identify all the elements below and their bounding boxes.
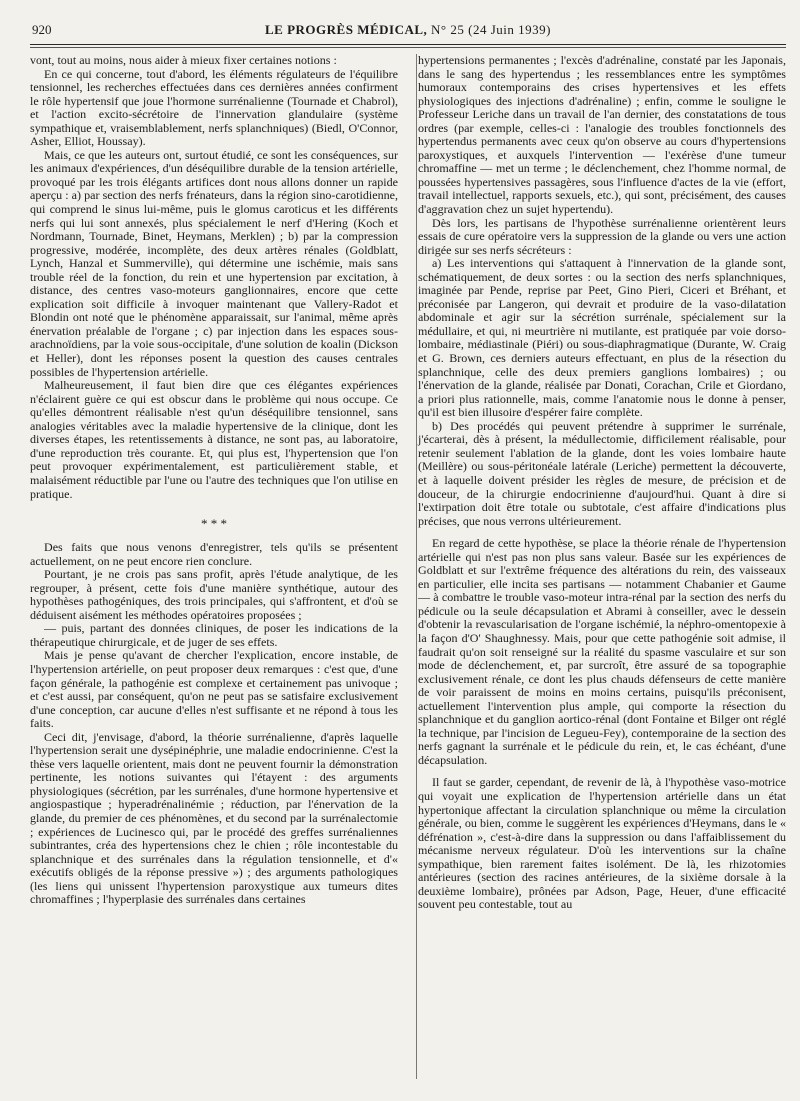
two-column-body [30,54,786,912]
paragraph: Malheureusement, il faut bien dire que ces élégantes expériences n'éclairent guère ce qui est obscur dans le problème qui nous occupe. Ce qu'elles démontrent réalisable n'est qu'un déséquilibre tensionnel, sans analogies véritables avec la maladie hypertensive de la clinique, dont les diverses étapes, les retentissements à distance, ne sont pas, au laboratoire, d'une reproduction très courante. Et, qui plus est, l'hypertension que l'on peut provoquer expérimentalement, est particulièrement stable, et malaisément réductible par l'une ou l'autre des techniques que l'on utilise en pratique. [30,378,398,501]
paragraph: Mais je pense qu'avant de chercher l'explication, encore instable, de l'hypertension artérielle, on peut proposer deux remarques : c'est que, d'une façon générale, la pathogénie est complexe et certainement pas univoque ; et c'est aussi, par conséquent, qu'on ne peut pas se satisfaire exclusivement d'une conception, car aucune d'elles n'est suffisante et ne répond à tous les faits. [30,648,398,731]
left-column [30,54,408,912]
paragraph: En ce qui concerne, tout d'abord, les éléments régulateurs de l'équilibre tensionnel, les recherches effectuées dans ces dernières années confirment le rôle hypertensif que joue l'hormone surrénalienne (Tournade et Chabrol), et l'action excito-sécrétoire de l'innervation glandulaire (système sympathique et, vraisemblablement, nerfs splanchniques) (Biedl, O'Connor, Asher, Elliot, Houssay). [30,66,398,149]
section-separator [30,516,398,532]
paragraph: Dès lors, les partisans de l'hypothèse surrénalienne orientèrent leurs essais de cure opératoire vers la suppression de la glande ou vers une action dirigée sur ses nerfs sécréteurs : [418,215,786,257]
issue-info: N° 25 (24 Juin 1939) [431,22,551,37]
paragraph: Pourtant, je ne crois pas sans profit, après l'étude analytique, de les regrouper, à présent, cette fois d'une manière synthétique, autour des hypothèses pathogéniques, des trois principales, qui s'affrontent, et d'où se déduisent aisément les méthodes opératoires proposées ; [30,567,398,622]
column-divider [416,54,417,1079]
paragraph: Des faits que nous venons d'enregistrer, tels qu'ils se présentent actuellement, on ne peut encore rien conclure. [30,540,398,568]
paragraph: Il faut se garder, cependant, de revenir de là, à l'hypothèse vaso-motrice qui voyait une explication de l'hypertension artérielle dans un état hypertonique affectant la circulation splanchnique ou même la circulation générale, ou bien, comme le suggèrent les expériences d'Heymans, dans le « défrénation », c'est-à-dire dans la suppression ou dans l'affaiblissement du mécanisme nerveux régulateur. D'où les interventions sur la chaîne sympathique, bien rarement faites isolément. De là, les rhizotomies antérieures (section des racines antérieures, de la sixième dorsale à la deuxième lombaire), prônées par Adson, Page, Heuer, d'une efficacité souvent peu contestable, tout au [418,775,786,912]
journal-title [30,22,786,38]
paragraph: b) Des procédés qui peuvent prétendre à supprimer le surrénale, j'écarterai, dès à présent, la médullectomie, difficilement réalisable, pour retenir seulement l'ablation de la glande, dont les voies lombaire haute (Meillère) ou sous-péritonéale latérale (Leriche) permettent la découverte, et à laquelle doivent présider les règles de mesure, de précision et de douceur, de la chirurgie endocrinienne d'aujourd'hui. Quant à dire si l'extirpation doit être totale ou subtotale, c'est affaire d'indications plus précises, que nous verrons ultérieurement. [418,418,786,528]
paragraph: En regard de cette hypothèse, se place la théorie rénale de l'hypertension artérielle qui n'est pas non plus sans valeur. Basée sur les expériences de Goldblatt et sur l'extrême fréquence des altérations du rein, des vaisseaux en particulier, elle incita ses partisans — notamment Chabanier et Gaume — à combattre le trouble vaso-moteur intra-rénal par la section des nerfs du pédicule ou la seule décapsulation et Abrami à conseiller, avec le dessein d'obtenir la revascularisation de l'organe ischémié, la néphro-omentopexie à la façon d'O' Shaughnessy. Mais, pour que cette pathogénie soit admise, il faudrait qu'on soit renseigné sur la réalité du spasme vasculaire et sur son mode de déclenchement, et, par surcroît, être assuré de sa topographie exclusivement rénale, ce dont les plus chauds défenseurs de cette manière de voir paraissent de moins en moins certains, puisqu'ils préconisent, actuellement l'intervention plus ample, qui comporte la résection du splanchnique et du ganglion aortico-rénal (dont Fontaine et Bilger ont réglé la technique, par l'incision de Legueu-Fey), contemporaine de la section des nerfs gagnant la surrénale et le pédicule du rein, et, le cas échéant, d'une décapsulation. [418,536,786,767]
paragraph: Ceci dit, j'envisage, d'abord, la théorie surrénalienne, d'après laquelle l'hypertension serait une dysépinéphrie, une maladie endocrinienne. C'est la thèse vers laquelle orientent, mais dont ne peuvent fournir la démonstration pertinente, les notions suivantes qui l'étayent : des arguments physiologiques (sécrétion, par les surrénales, d'une hormone hypertensive et angiospastique ; hyperadrénalinémie ; réduction, par l'énervation de la glande, du premier de ces phénomènes, et du second par la surrénalectomie ; expériences de Lucinesco qui, par le procédé des greffes surrénaliennes subintrantes, créa des hypertensions chez le chien ; rôle incontestable du splanchnique et des surrénales dans la régulation tensionnelle, et d'« exécutifs obligés de la réponse pressive ») ; des arguments pathologiques (les liens qui unissent l'hypertension paroxystique aux tumeurs dites chromaffines ; l'hyperplasie des surrénales dans certaines [30,729,398,907]
journal-name: LE PROGRÈS MÉDICAL, [265,22,428,37]
page-number: 920 [32,22,52,37]
paragraph: — puis, partant des données cliniques, de poser les indications de la thérapeutique chirurgicale, et de juger de ses effets. [30,621,398,649]
paragraph: Mais, ce que les auteurs ont, surtout étudié, ce sont les conséquences, sur les animaux d'expériences, d'un déséquilibre durable de la tension artérielle, provoqué par les trois élégants artifices dont nous allons donner un rapide aperçu : a) par section des nerfs frénateurs, dans la région sino-carotidienne, qui comprend le sinus lui-même, puis le glomus caroticus et les différents nerfs qui lui sont annexés, plus spécialement le nerf d'Hering (Koch et Nordmann, Tournade, Binet, Heymans, Merklen) ; b) par la compression progressive, modérée, incomplète, des deux artères rénales (Goldblatt, Lynch, Hanzal et Summerville), qui détermine une ischémie, mais sans trouble réel de la fonction, du rein et une hypertension par excitation, à distance, des centres vaso-moteurs ganglionnaires, encore que cette explication soit difficile à invoquer maintenant que Vallery-Radot et Blondin ont noté que le phénomène apparaissait, sur l'animal, même après énervation préalable de l'organe ; c) par injection dans les espaces sous-arachnoïdiens, par la voie sous-occipitale, d'une solution de koalin (Dickson et Heller), dont les réponses posent la question des causes centrales possibles de l'hypertension artérielle. [30,147,398,379]
right-column [408,54,786,912]
separator-text: * * * [201,516,227,532]
header-rule-thin [30,47,786,48]
paragraph: a) Les interventions qui s'attaquent à l'innervation de la glande sont, schématiquement, de deux sortes : ou la section des nerfs splanchniques, imaginée par Pende, reprise par Peet, Gino Pieri, Ciceri et Bréhant, et préconisée par Langeron, qui devrait et produire de la vaso-dilatation abdominale et agir sur la sécrétion surrénale, spécialement sur la médullaire, et qui, ni meurtrière ni mutilante, est pratiquée par voie dorso-lombaire, médiastinale (Piéri) ou sous-diaphragmatique (Durante, W. Craig et G. Brown, ces derniers auteurs effectuant, en plus de la résection du splanchnique, celle des deux premiers ganglions lombaires) ; ou l'énervation de la glande, réalisée par Donati, Corachan, Crile et Giordano, a priori plus rationnelle, mais, comme l'anatomie nous le donne à penser, qu'il est bien illusoire d'espérer faire complète. [418,256,786,420]
running-header [30,20,786,42]
paragraph: hypertensions permanentes ; l'excès d'adrénaline, constaté par les Japonais, dans le sang des hypertendus ; les ressemblances entre les symptômes humoraux contemporains des crises hypertensives et les effets physiologiques des injections d'adrénaline) ; enfin, comme le souligne le Professeur Leriche dans un travail de l'an dernier, des constatations de tous ordres (par exemple, celles-ci : l'analogie des troubles fonctionnels des hypertendus permanents avec ceux qu'on observe au cours d'hypertensions paroxystiques, et auxquels l'intervention — l'exérèse d'une tumeur chromaffine — met un terme ; le déclenchement, chez l'homme normal, de poussées hypertensives passagères, sous l'influence d'actes de la vie (effort, travail intellectuel, rapports sexuels, etc.), qui sont, précisément, des causes d'aggravation chez un sujet hypertendu). [418,53,786,217]
paragraph: vont, tout au moins, nous aider à mieux fixer certaines notions : [30,53,337,67]
header-rule [30,44,786,45]
